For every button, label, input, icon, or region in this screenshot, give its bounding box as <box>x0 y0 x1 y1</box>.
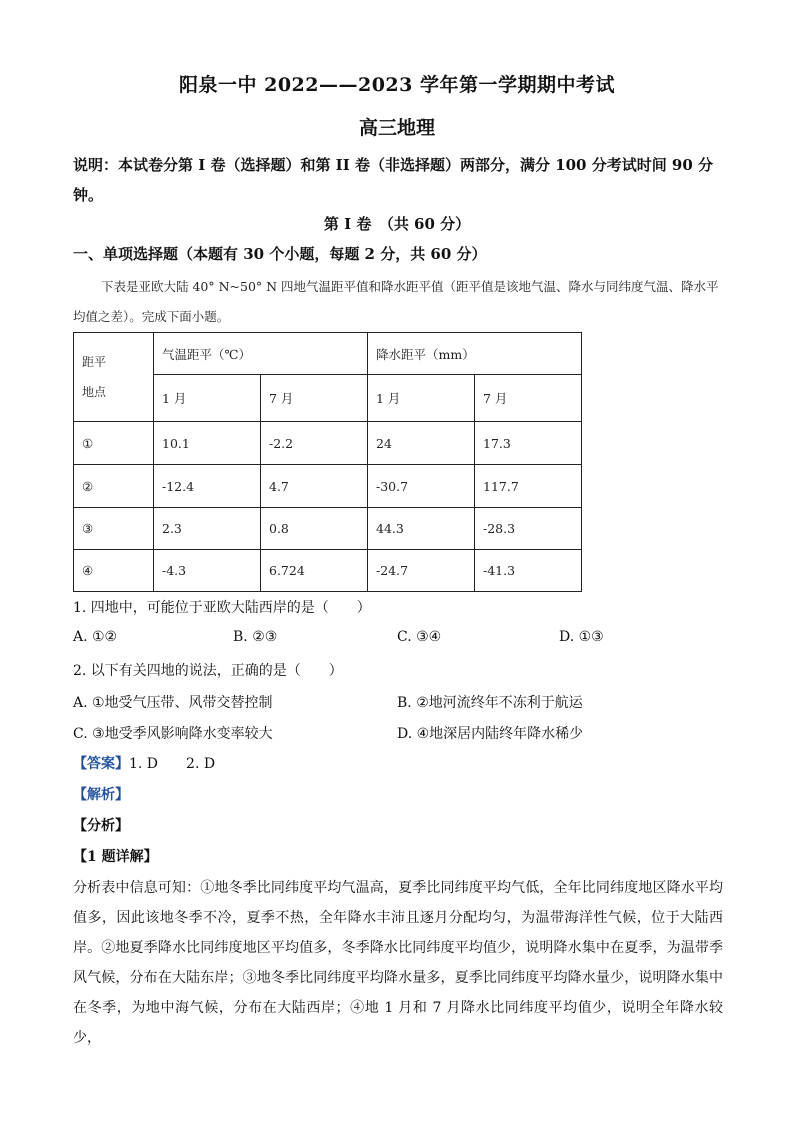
question-1-detail-heading: 【1 题详解】 <box>73 849 158 865</box>
question-1-option-a: A. ①② <box>73 629 118 645</box>
precip-jul-cell: 117.7 <box>475 465 582 508</box>
corner-label-anomaly: 距平 <box>82 355 107 369</box>
corner-label-place: 地点 <box>82 385 107 399</box>
temp-jul-cell: 6.724 <box>261 550 368 592</box>
temp-jul-cell: 4.7 <box>261 465 368 508</box>
precip-jul-cell: 17.3 <box>475 422 582 465</box>
precip-jan-cell: -24.7 <box>368 550 475 592</box>
analysis-heading: 【分析】 <box>73 818 129 834</box>
answer-line <box>73 753 215 773</box>
exam-title: 阳泉一中 2022——2023 学年第一学期期中考试 <box>179 74 615 96</box>
precip-anomaly-header: 降水距平（mm） <box>368 333 582 375</box>
exam-subtitle: 高三地理 <box>358 117 435 139</box>
question-1-option-d: D. ①③ <box>559 629 604 645</box>
temp-jan-cell: 2.3 <box>154 508 261 550</box>
question-2-option-c: C. ③地受季风影响降水变率较大 <box>73 726 273 742</box>
question-1-option-c: C. ③④ <box>397 629 442 645</box>
analysis-text: 分析表中信息可知：①地冬季比同纬度平均气温高，夏季比同纬度平均气低，全年比同纬度地区降水平均值多，因此该地冬季不冷，夏季不热，全年降水丰沛且逐月分配均匀，为温带海洋性气候，位于大陆西岸。②地夏季降水比同纬度地区平均值多，冬季降水比同纬度平均值少，说明降水集中在夏季，为温带季风气候，分布在大陆东岸；③地冬季比同纬度平均降水量多，夏季比同纬度平均降水量少，说明降水集中在冬季，为地中海气候，分布在大陆西岸；④地 1 月和 7 月降水比同纬度平均值少，说明全年降水较少， <box>73 880 723 1046</box>
temp-jan-cell: -12.4 <box>154 465 261 508</box>
table-row <box>74 422 582 465</box>
question-1-stem: 1. 四地中，可能位于亚欧大陆西岸的是（ ） <box>73 600 371 616</box>
table-row <box>74 465 582 508</box>
temp-jul-cell: -2.2 <box>261 422 368 465</box>
precip-jan-cell: 44.3 <box>368 508 475 550</box>
place-cell: ② <box>74 465 154 508</box>
precip-jan-cell: 24 <box>368 422 475 465</box>
explanation-heading: 【解析】 <box>73 787 129 803</box>
temp-anomaly-header: 气温距平（℃） <box>154 333 368 375</box>
section-title: 一、单项选择题（本题有 30 个小题，每题 2 分，共 60 分） <box>73 245 487 263</box>
precip-jul-header: 7 月 <box>475 375 582 422</box>
place-cell: ③ <box>74 508 154 550</box>
place-cell: ④ <box>74 550 154 592</box>
temp-jul-header: 7 月 <box>261 375 368 422</box>
question-1-option-b: B. ②③ <box>233 629 278 645</box>
part-title: 第 I 卷 （共 60 分） <box>323 215 471 233</box>
answer-text: 1. D 2. D <box>129 756 216 772</box>
answer-tag: 【答案】 <box>73 756 129 772</box>
anomaly-table <box>73 332 582 592</box>
precip-jul-cell: -28.3 <box>475 508 582 550</box>
question-2-stem: 2. 以下有关四地的说法，正确的是（ ） <box>73 663 343 679</box>
precip-jan-cell: -30.7 <box>368 465 475 508</box>
temp-jan-cell: 10.1 <box>154 422 261 465</box>
table-row <box>74 550 582 592</box>
temp-jan-header: 1 月 <box>154 375 261 422</box>
table-row <box>74 508 582 550</box>
precip-jul-cell: -41.3 <box>475 550 582 592</box>
question-2-option-a: A. ①地受气压带、风带交替控制 <box>73 695 273 711</box>
question-2-option-b: B. ②地河流终年不冻利于航运 <box>397 695 583 711</box>
precip-jan-header: 1 月 <box>368 375 475 422</box>
question-2-option-d: D. ④地深居内陆终年降水稀少 <box>397 726 584 742</box>
temp-jan-cell: -4.3 <box>154 550 261 592</box>
place-cell: ① <box>74 422 154 465</box>
corner-header-cell <box>74 333 154 422</box>
question-intro: 下表是亚欧大陆 40° N~50° N 四地气温距平值和降水距平值（距平值是该地气温、降水与同纬度气温、降水平均值之差）。完成下面小题。 <box>73 279 719 324</box>
exam-instructions: 说明：本试卷分第 I 卷（选择题）和第 II 卷（非选择题）两部分，满分 100 分考试时间 90 分钟。 <box>73 156 714 204</box>
temp-jul-cell: 0.8 <box>261 508 368 550</box>
